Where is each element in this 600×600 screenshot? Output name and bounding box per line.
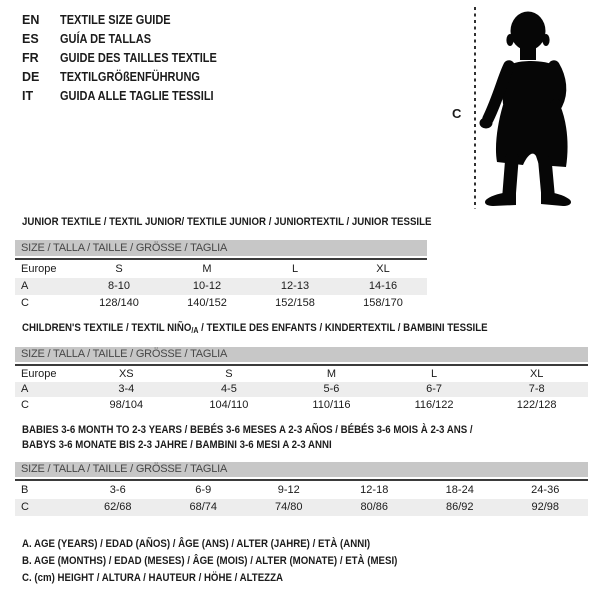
size-column-header: M (326, 368, 337, 380)
language-code: ES (22, 32, 39, 46)
legend-note-a: A. AGE (YEARS) / EDAD (AÑOS) / ÂGE (ANS) / ALTER (JAHRE) / ETÀ (ANNI) (22, 538, 371, 550)
language-title: GUIDE DES TAILLES TEXTILE (60, 51, 217, 65)
children-section-title (22, 322, 551, 335)
table-cell: 98/104 (109, 399, 144, 411)
junior-title-text: JUNIOR TEXTILE / TEXTIL JUNIOR/ TEXTILE JUNIOR / JUNIORTEXTIL / JUNIOR TESSILE (22, 216, 432, 228)
table-row-b (15, 481, 588, 499)
size-header-text: SIZE / TALLA / TAILLE / GRÖSSE / TAGLIA (21, 463, 228, 475)
table-cell: 9-12 (277, 484, 300, 496)
size-column-header: S (225, 368, 233, 380)
size-header-text: SIZE / TALLA / TAILLE / GRÖSSE / TAGLIA (21, 242, 228, 254)
size-column-header: XL (376, 263, 390, 275)
table-cell: 158/170 (363, 297, 403, 309)
children-size-table (15, 347, 588, 413)
table-header-row (15, 366, 588, 382)
row-label-cell: A (21, 280, 29, 292)
junior-section-title (22, 216, 487, 228)
table-cell: 80/86 (360, 501, 389, 513)
language-title: TEXTILE SIZE GUIDE (60, 13, 171, 27)
size-column-header: L (431, 368, 438, 380)
language-code: IT (22, 89, 34, 103)
height-measure-label: C (452, 106, 462, 121)
babies-title-line2: BABYS 3-6 MONATE BIS 2-3 JAHRE / BAMBINI 3-6 MESI A 2-3 ANNI (22, 439, 332, 451)
table-cell: 104/110 (209, 399, 249, 411)
table-row-c (15, 295, 427, 312)
table-cell: 10-12 (192, 280, 222, 292)
language-title-list (22, 11, 238, 106)
table-cell: 74/80 (274, 501, 303, 513)
babies-table-body (15, 479, 588, 516)
region-label-cell: Europe (21, 263, 57, 275)
junior-table-body (15, 258, 427, 312)
table-cell: 4-5 (220, 383, 237, 395)
table-cell: 8-10 (107, 280, 131, 292)
size-header-text: SIZE / TALLA / TAILLE / GRÖSSE / TAGLIA (21, 348, 228, 360)
children-table-body (15, 364, 588, 413)
language-row-de (22, 68, 238, 87)
language-row-es (22, 30, 238, 49)
table-row-a (15, 382, 588, 397)
table-cell: 92/98 (531, 501, 560, 513)
children-title-sub: /A (191, 326, 199, 335)
legend-note-b: B. AGE (MONTHS) / EDAD (MESES) / ÂGE (MOIS) / ALTER (MONATE) / ETÀ (MESI) (22, 555, 398, 567)
size-column-header: L (291, 263, 299, 275)
size-column-header: S (115, 263, 123, 275)
table-cell: 152/158 (275, 297, 315, 309)
table-cell: 7-8 (528, 383, 545, 395)
table-cell: 140/152 (187, 297, 227, 309)
language-code: EN (22, 13, 40, 27)
table-cell: 6-9 (195, 484, 212, 496)
baby-silhouette-icon (478, 4, 600, 209)
language-title: GUÍA DE TALLAS (60, 32, 152, 46)
row-label-cell: C (21, 501, 29, 513)
language-row-fr (22, 49, 238, 68)
table-cell: 12-18 (360, 484, 389, 496)
table-cell: 18-24 (445, 484, 474, 496)
table-cell: 68/74 (189, 501, 218, 513)
size-column-header: XL (529, 368, 544, 380)
row-label-cell: C (21, 297, 29, 309)
babies-size-table (15, 462, 588, 516)
table-cell: 3-4 (118, 383, 135, 395)
children-title-post: / TEXTILE DES ENFANTS / KINDERTEXTIL / BAMBINI TESSILE (198, 322, 488, 334)
table-cell: 6-7 (426, 383, 443, 395)
table-cell: 122/128 (516, 399, 557, 411)
table-row-c (15, 499, 588, 516)
region-label-cell: Europe (21, 368, 57, 380)
height-dashed-line (474, 7, 476, 209)
language-row-en (22, 11, 238, 30)
legend-note-c: C. (cm) HEIGHT / ALTURA / HAUTEUR / HÖHE / ALTEZZA (22, 572, 284, 584)
size-header-bar (15, 240, 427, 256)
language-row-it (22, 87, 238, 106)
table-cell: 86/92 (445, 501, 474, 513)
size-header-bar (15, 347, 588, 362)
language-title: TEXTILGRÖßENFÜHRUNG (60, 70, 200, 84)
language-code: FR (22, 51, 39, 65)
legend-notes (22, 536, 449, 587)
table-cell: 116/122 (414, 399, 454, 411)
table-cell: 128/140 (99, 297, 139, 309)
row-label-cell: C (21, 399, 29, 411)
size-column-header: XS (118, 368, 134, 380)
children-title-text (22, 322, 488, 335)
table-cell: 5-6 (323, 383, 340, 395)
table-row-a (15, 278, 427, 295)
language-code: DE (22, 70, 40, 84)
table-cell: 110/116 (312, 399, 351, 411)
size-header-bar (15, 462, 588, 477)
table-cell: 24-36 (531, 484, 560, 496)
table-cell: 12-13 (280, 280, 310, 292)
row-label-cell: B (21, 484, 29, 496)
babies-section-title (22, 423, 534, 453)
row-label-cell: A (21, 383, 29, 395)
table-cell: 3-6 (109, 484, 126, 496)
language-title: GUIDA ALLE TAGLIE TESSILI (60, 89, 214, 103)
table-cell: 14-16 (368, 280, 398, 292)
size-column-header: M (202, 263, 212, 275)
table-header-row (15, 260, 427, 278)
children-title-pre: CHILDREN'S TEXTILE / TEXTIL NIÑO (22, 322, 192, 334)
babies-title-line1: BABIES 3-6 MONTH TO 2-3 YEARS / BEBÉS 3-6 MESES A 2-3 AÑOS / BÉBÉS 3-6 MOIS À 2-3 ANS / (22, 424, 473, 436)
table-cell: 62/68 (103, 501, 132, 513)
junior-size-table (15, 240, 427, 312)
table-row-c (15, 397, 588, 413)
